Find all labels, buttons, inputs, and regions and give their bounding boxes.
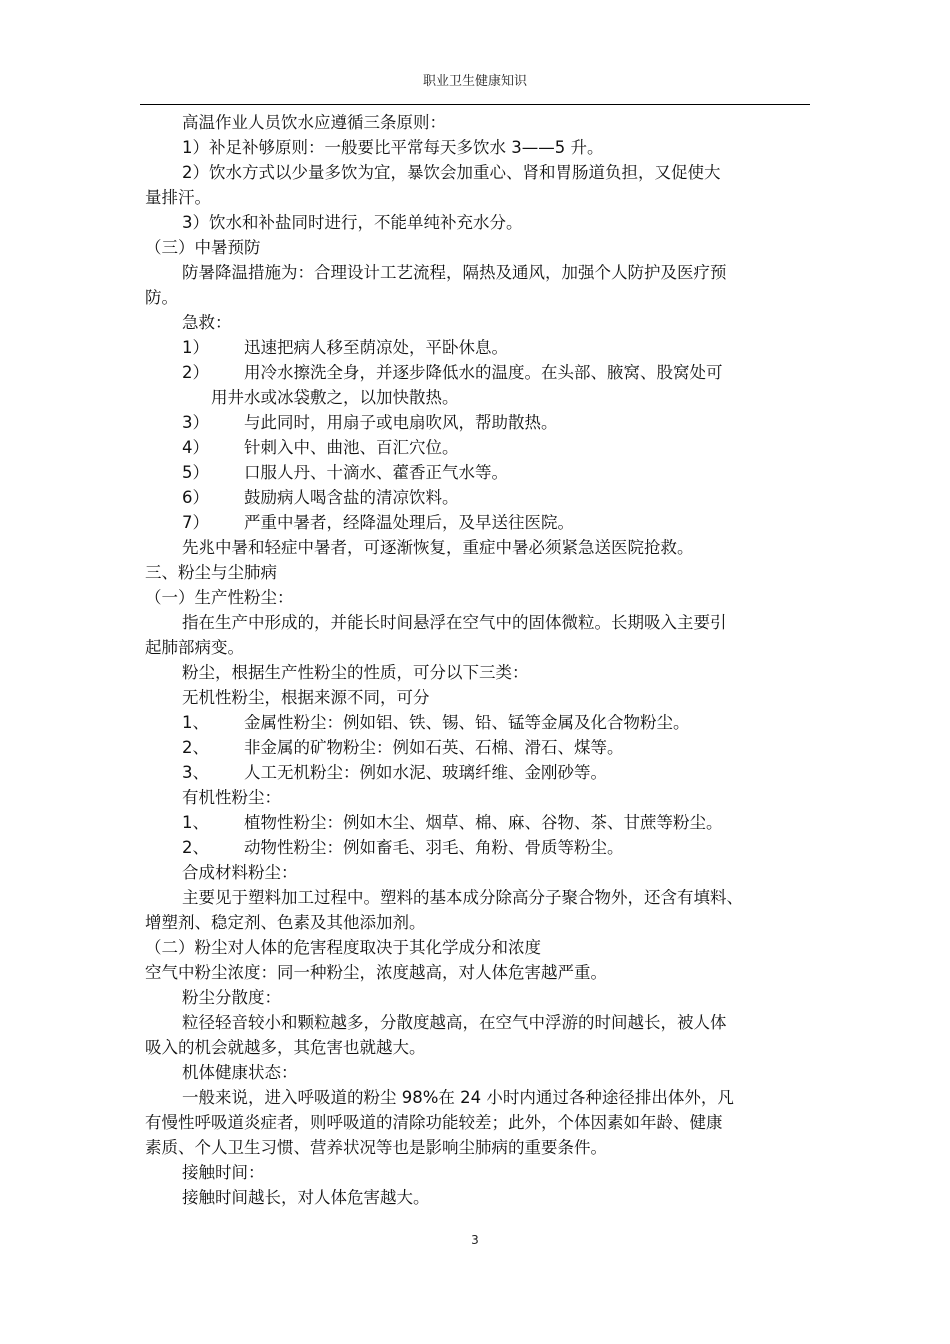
text-line: 粉尘分散度： xyxy=(182,988,281,1007)
list-item-text: 人工无机粉尘：例如水泥、玻璃纤维、金刚砂等。 xyxy=(244,763,607,782)
text-line: 起肺部病变。 xyxy=(145,638,244,657)
document-body xyxy=(145,110,810,1210)
text-line: 高温作业人员饮水应遵循三条原则： xyxy=(182,113,446,132)
list-number: 3、 xyxy=(182,763,209,782)
text-line: （二）粉尘对人体的危害程度取决于其化学成分和浓度 xyxy=(145,938,541,957)
text-line: 量排汗。 xyxy=(145,188,211,207)
list-number: 6） xyxy=(182,488,209,507)
text-line xyxy=(145,485,810,510)
list-number: 3） xyxy=(182,413,209,432)
list-number: 1、 xyxy=(182,813,209,832)
text-line: 防暑降温措施为：合理设计工艺流程，隔热及通风，加强个人防护及医疗预 xyxy=(182,263,727,282)
text-line: 防。 xyxy=(145,288,178,307)
list-number: 2、 xyxy=(182,738,209,757)
text-line xyxy=(145,510,810,535)
text-line xyxy=(145,835,810,860)
list-item-text: 针刺入中、曲池、百汇穴位。 xyxy=(244,438,459,457)
text-line xyxy=(145,460,810,485)
text-line: 吸入的机会就越多，其危害也就越大。 xyxy=(145,1038,426,1057)
text-line: 先兆中暑和轻症中暑者，可逐渐恢复，重症中暑必须紧急送医院抢救。 xyxy=(182,538,694,557)
text-line xyxy=(145,810,810,835)
list-number: 5） xyxy=(182,463,209,482)
text-line: 粉尘，根据生产性粉尘的性质，可分以下三类： xyxy=(182,663,529,682)
text-line xyxy=(145,435,810,460)
text-line xyxy=(145,360,810,385)
list-number: 4） xyxy=(182,438,209,457)
text-line: 无机性粉尘，根据来源不同，可分 xyxy=(182,688,430,707)
text-line: 2）饮水方式以少量多饮为宜，暴饮会加重心、肾和胃肠道负担，又促使大 xyxy=(182,163,721,182)
list-item-text: 金属性粉尘：例如铝、铁、锡、铅、锰等金属及化合物粉尘。 xyxy=(244,713,690,732)
page-header-title: 职业卫生健康知识 xyxy=(422,74,527,89)
text-line xyxy=(145,335,810,360)
list-item-text: 用冷水擦洗全身，并逐步降低水的温度。在头部、腋窝、股窝处可 xyxy=(244,363,723,382)
text-line: 合成材料粉尘： xyxy=(182,863,298,882)
text-line: 指在生产中形成的，并能长时间悬浮在空气中的固体微粒。长期吸入主要引 xyxy=(182,613,727,632)
text-line: 增塑剂、稳定剂、色素及其他添加剂。 xyxy=(145,913,426,932)
text-line: （三）中暑预防 xyxy=(145,238,261,257)
list-item-text: 鼓励病人喝含盐的清凉饮料。 xyxy=(244,488,459,507)
list-item-text: 口服人丹、十滴水、藿香正气水等。 xyxy=(244,463,508,482)
text-line: 接触时间： xyxy=(182,1163,265,1182)
page-number: 3 xyxy=(471,1233,479,1247)
list-number: 1） xyxy=(182,338,209,357)
text-line: 空气中粉尘浓度：同一种粉尘，浓度越高，对人体危害越严重。 xyxy=(145,963,607,982)
list-item-text: 严重中暑者，经降温处理后，及早送往医院。 xyxy=(244,513,574,532)
list-number: 1、 xyxy=(182,713,209,732)
list-number: 2、 xyxy=(182,838,209,857)
list-item-text: 植物性粉尘：例如木尘、烟草、棉、麻、谷物、茶、甘蔗等粉尘。 xyxy=(244,813,723,832)
text-line: （一）生产性粉尘： xyxy=(145,588,294,607)
text-line: 粒径轻音较小和颗粒越多，分散度越高，在空气中浮游的时间越长，被人体 xyxy=(182,1013,727,1032)
text-line: 素质、个人卫生习惯、营养状况等也是影响尘肺病的重要条件。 xyxy=(145,1138,607,1157)
list-item-text: 与此同时，用扇子或电扇吹风，帮助散热。 xyxy=(244,413,558,432)
text-line: 有机性粉尘： xyxy=(182,788,281,807)
text-line: 一般来说，进入呼吸道的粉尘 98%在 24 小时内通过各种途径排出体外，凡 xyxy=(182,1088,734,1107)
text-line: 有慢性呼吸道炎症者，则呼吸道的清除功能较差；此外，个体因素如年龄、健康 xyxy=(145,1113,723,1132)
text-line: 1）补足补够原则：一般要比平常每天多饮水 3——5 升。 xyxy=(182,138,604,157)
text-line: 机体健康状态： xyxy=(182,1063,298,1082)
text-line: 用井水或冰袋敷之，以加快散热。 xyxy=(211,388,459,407)
list-item-text: 迅速把病人移至荫凉处，平卧休息。 xyxy=(244,338,508,357)
text-line: 3）饮水和补盐同时进行，不能单纯补充水分。 xyxy=(182,213,523,232)
list-item-text: 非金属的矿物粉尘：例如石英、石棉、滑石、煤等。 xyxy=(244,738,624,757)
text-line: 主要见于塑料加工过程中。塑料的基本成分除高分子聚合物外，还含有填料、 xyxy=(182,888,743,907)
list-number: 2） xyxy=(182,363,209,382)
text-line: 急救： xyxy=(182,313,232,332)
text-line xyxy=(145,410,810,435)
text-line: 三、粉尘与尘肺病 xyxy=(145,563,277,582)
list-number: 7） xyxy=(182,513,209,532)
text-line: 接触时间越长，对人体危害越大。 xyxy=(182,1188,430,1207)
header-rule xyxy=(140,104,810,105)
text-line xyxy=(145,735,810,760)
text-line xyxy=(145,710,810,735)
text-line xyxy=(145,760,810,785)
list-item-text: 动物性粉尘：例如畜毛、羽毛、角粉、骨质等粉尘。 xyxy=(244,838,624,857)
